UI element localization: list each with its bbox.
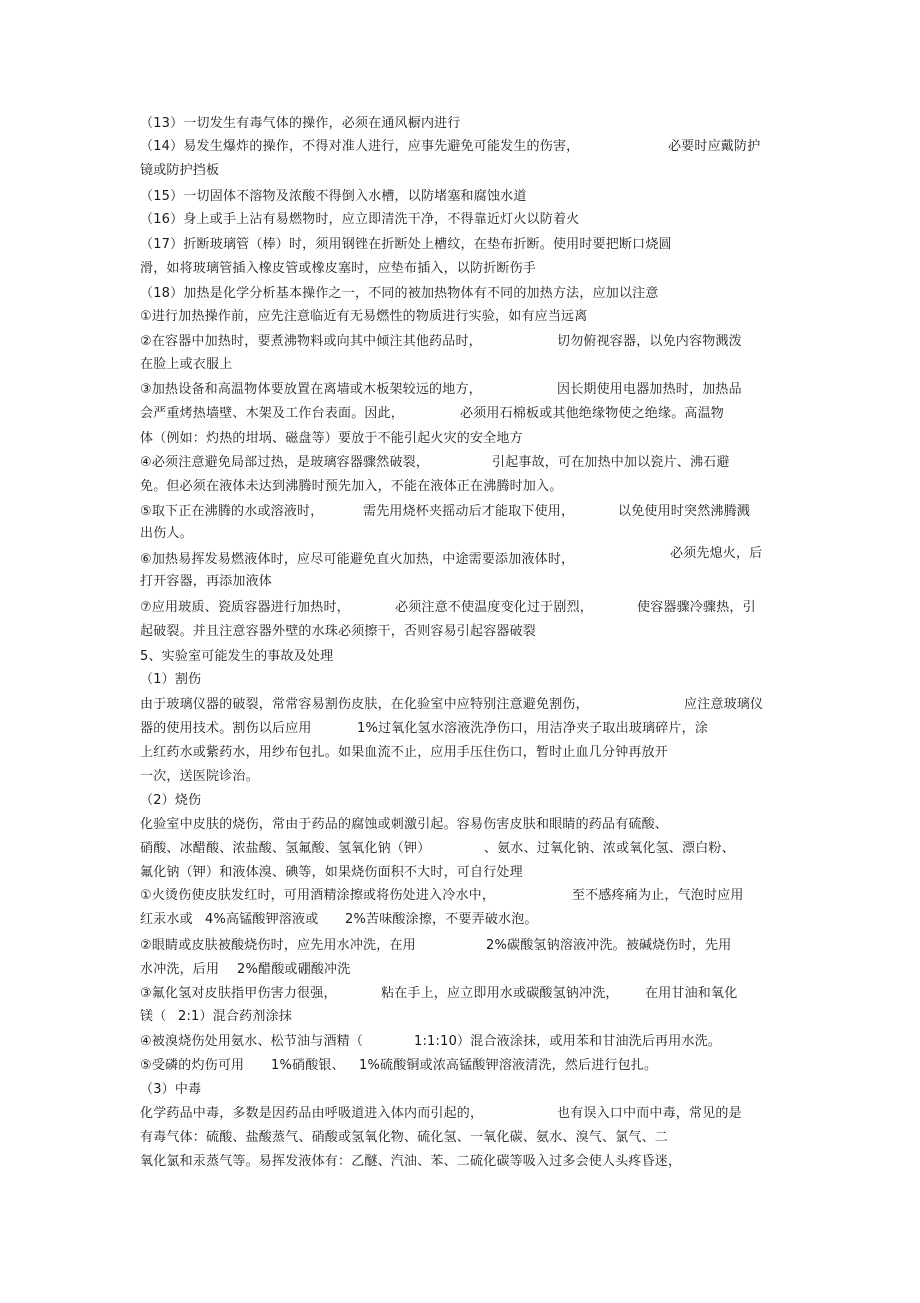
text-line: 镁（: [140, 1009, 167, 1024]
section-heading: 5、实验室可能发生的事故及处理: [140, 649, 334, 664]
text-line: 器的使用技术。割伤以后应用: [140, 721, 312, 736]
text-line: 由于玻璃仪器的破裂，常常容易割伤皮肤，在化验室中应特别注意避免割伤，: [140, 697, 589, 712]
text-line: 以免使用时突然沸腾溅: [618, 504, 751, 519]
text-line: 1%硫酸铜或浓高锰酸钾溶液清洗，然后进行包扎。: [359, 1058, 658, 1073]
text-line: （17）折断玻璃管（棒）时，须用钢锉在折断处上槽纹，在垫布折断。使用时要把断口烧圆: [140, 237, 672, 252]
text-line: ⑤取下正在沸腾的水或溶液时，: [140, 504, 324, 519]
text-line: 会严重烤热墙壁、木架及工作台表面。因此，: [140, 406, 405, 421]
subsection-heading: （3）中毒: [140, 1082, 202, 1097]
text-line: ②眼睛或皮肤被酸烧伤时，应先用水冲洗，在用: [140, 938, 416, 953]
text-line: ④必须注意避免局部过热，是玻璃容器骤然破裂，: [140, 455, 430, 470]
text-line: 必须注意不使温度变化过于剧烈，: [395, 600, 594, 615]
text-line: 硝酸、冰醋酸、浓盐酸、氢氟酸、氢氧化钠（钾）: [140, 841, 431, 856]
text-line: 引起事故，可在加热中加以瓷片、沸石避: [492, 455, 730, 470]
text-line: 镜或防护挡板: [140, 163, 220, 178]
text-line: 1:1:10）混合液涂抹，或用苯和甘油洗后再用水洗。: [414, 1034, 722, 1049]
text-line: 切勿俯视容器，以免内容物溅泼: [557, 334, 742, 349]
text-line: 4%高锰酸钾溶液或: [205, 912, 319, 927]
text-line: 起破裂。并且注意容器外壁的水珠必须擦干，否则容易引起容器破裂: [140, 624, 537, 639]
text-line: （13）一切发生有毒气体的操作，必须在通风橱内进行: [140, 116, 461, 131]
text-line: 应注意玻璃仪: [684, 697, 764, 712]
text-line: 出伤人。: [140, 526, 193, 541]
text-line: 氧化氯和汞蒸气等。易挥发液体有：乙醚、汽油、苯、二硫化碳等吸入过多会使人头疼昏迷，: [140, 1154, 682, 1169]
text-line: ③氟化氢对皮肤指甲伤害力很强，: [140, 986, 337, 1001]
text-line: 1%过氧化氢水溶液洗净伤口，用洁净夹子取出玻璃碎片，涂: [357, 721, 709, 736]
text-line: 化验室中皮肤的烧伤，常由于药品的腐蚀或刺激引起。容易伤害皮肤和眼睛的药品有硫酸、: [140, 817, 669, 832]
text-line: 在脸上或衣服上: [140, 357, 233, 372]
text-line: 因长期使用电器加热时，加热品: [557, 382, 742, 397]
text-line: 免。但必须在液体未达到沸腾时预先加入，不能在液体正在沸腾时加入。: [140, 479, 563, 494]
text-line: 在用甘油和氧化: [645, 986, 738, 1001]
text-line: 2%醋酸或硼酸冲洗: [237, 962, 351, 977]
text-line: 、氨水、过氧化钠、浓或氧化氢、漂白粉、: [484, 841, 735, 856]
text-line: ④被溴烧伤处用氨水、松节油与酒精（: [140, 1034, 364, 1049]
text-line: （18）加热是化学分析基本操作之一，不同的被加热物体有不同的加热方法，应加以注意: [140, 286, 659, 301]
text-line: 也有误入口中而中毒，常见的是: [557, 1106, 742, 1121]
text-line: 上红药水或紫药水，用纱布包扎。如果血流不止，应用手压住伤口，暂时止血几分钟再放开: [140, 745, 669, 760]
text-line: 红汞水或: [140, 912, 193, 927]
text-line: 滑，如将玻璃管插入橡皮管或橡皮塞时，应垫布插入，以防折断伤手: [140, 261, 537, 276]
text-line: 至不感疼痛为止，气泡时应用: [572, 888, 744, 903]
text-line: 需先用烧杯夹摇动后才能取下使用，: [363, 504, 575, 519]
text-line: （15）一切固体不溶物及浓酸不得倒入水槽，以防堵塞和腐蚀水道: [140, 189, 527, 204]
text-line: 水冲洗，后用: [140, 962, 220, 977]
text-line: 化学药品中毒，多数是因药品由呼吸道进入体内而引起的，: [140, 1106, 484, 1121]
text-line: 体（例如：灼热的坩埚、磁盘等）要放于不能引起火灾的安全地方: [140, 431, 523, 446]
text-line: ②在容器中加热时，要煮沸物料或向其中倾注其他药品时，: [140, 334, 482, 349]
text-line: ⑦应用玻质、瓷质容器进行加热时，: [140, 600, 350, 615]
text-line: 使容器骤冷骤热，引: [637, 600, 756, 615]
subsection-heading: （2）烧伤: [140, 793, 202, 808]
text-line: 氟化钠（钾）和液体溴、碘等，如果烧伤面积不大时，可自行处理: [140, 865, 523, 880]
text-line: 一次，送医院诊治。: [140, 769, 259, 784]
text-line: ③加热设备和高温物体要放置在离墙或木板架较远的地方，: [140, 382, 482, 397]
text-line: 粘在手上，应立即用水或碳酸氢钠冲洗，: [381, 986, 619, 1001]
text-line: 必须先熄火，后: [670, 546, 763, 561]
subsection-heading: （1）割伤: [140, 672, 202, 687]
text-line: 必须用石棉板或其他绝缘物使之绝缘。高温物: [460, 406, 725, 421]
text-line: 1%硝酸银、: [271, 1058, 345, 1073]
text-line: ①进行加热操作前，应先注意临近有无易燃性的物质进行实验，如有应当远离: [140, 309, 588, 324]
text-line: 必要时应戴防护: [668, 139, 761, 154]
text-line: 打开容器，再添加液体: [140, 574, 273, 589]
text-line: 2%苦味酸涂擦，不要弄破水泡。: [345, 912, 538, 927]
text-line: 2:1）混合药剂涂抹: [178, 1009, 292, 1024]
text-line: 2%碳酸氢钠溶液冲洗。被碱烧伤时，先用: [486, 938, 732, 953]
text-line: （16）身上或手上沾有易燃物时，应立即清洗干净，不得靠近灯火以防着火: [140, 212, 580, 227]
text-line: ⑥加热易挥发易燃液体时，应尽可能避免直火加热，中途需要添加液体时，: [140, 552, 575, 567]
text-line: ⑤受磷的灼伤可用: [140, 1058, 245, 1073]
text-line: 有毒气体：硫酸、盐酸蒸气、硝酸或氢氧化物、硫化氢、一氧化碳、氨水、溴气、氯气、二: [140, 1130, 669, 1145]
text-line: ①火烫伤使皮肤发红时，可用酒精涂擦或将伤处进入冷水中，: [140, 888, 496, 903]
text-line: （14）易发生爆炸的操作，不得对准人进行，应事先避免可能发生的伤害，: [140, 139, 580, 154]
